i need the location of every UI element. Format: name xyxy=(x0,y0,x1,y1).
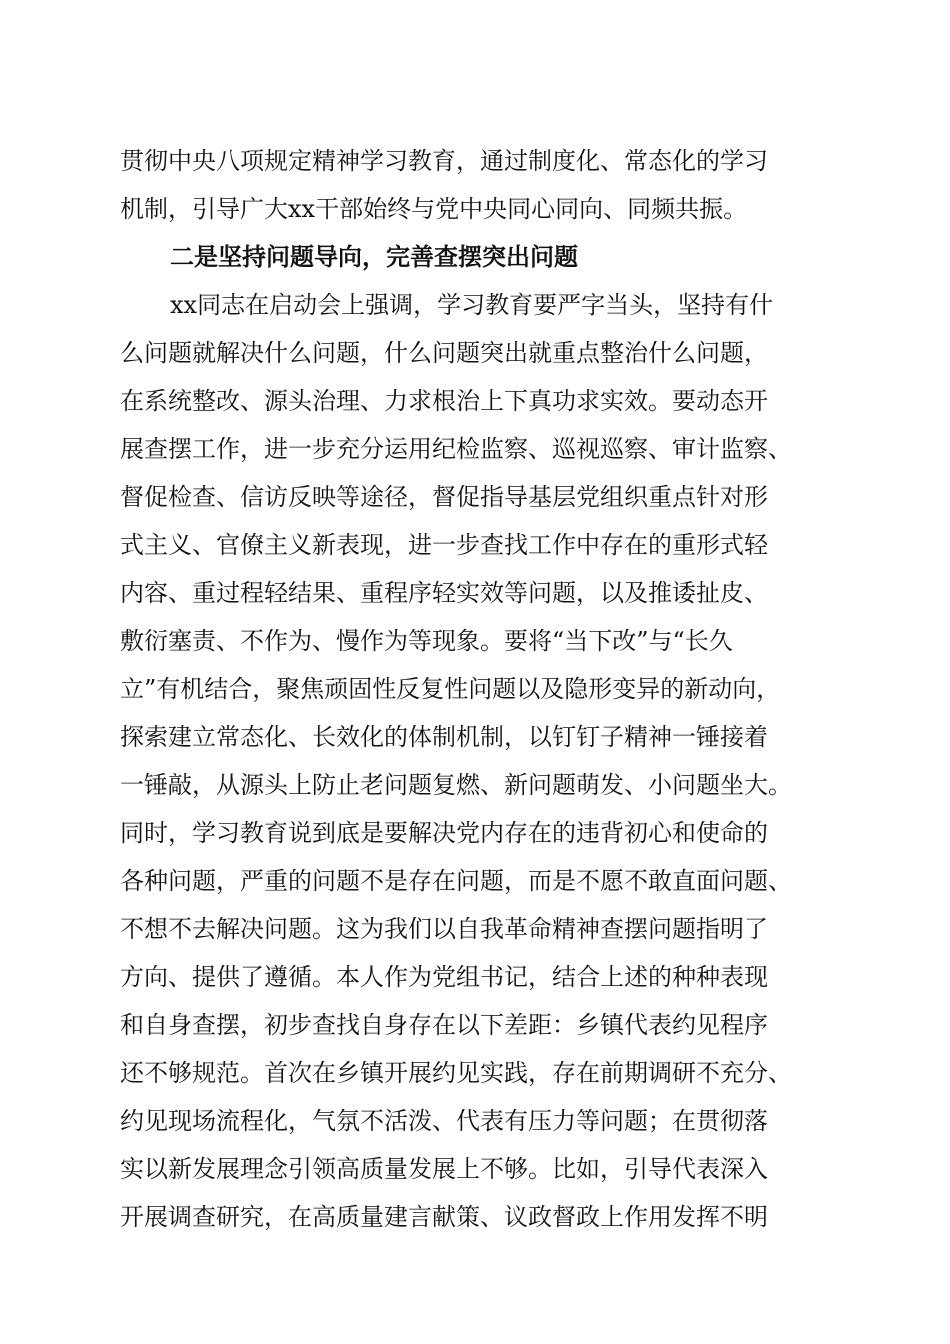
text-line: 机制，引导广大xx干部始终与党中央同心同向、同频共振。 xyxy=(120,195,748,223)
text-line: 和自身查摆，初步查找自身存在以下差距：乡镇代表约见程序 xyxy=(120,1011,768,1039)
text-line: 约见现场流程化，气氛不活泼、代表有压力等问题；在贯彻落 xyxy=(120,1107,768,1135)
text-line: 实以新发展理念引领高质量发展上不够。比如，引导代表深入 xyxy=(120,1155,768,1183)
text-line: 还不够规范。首次在乡镇开展约见实践，存在前期调研不充分、 xyxy=(120,1059,792,1087)
text-line: 展查摆工作，进一步充分运用纪检监察、巡视巡察、审计监察、 xyxy=(120,435,792,463)
section-heading: 二是坚持问题导向，完善查摆突出问题 xyxy=(170,242,578,271)
text-line: 各种问题，严重的问题不是存在问题，而是不愿不敢直面问题、 xyxy=(120,867,792,895)
text-line: 不想不去解决问题。这为我们以自我革命精神查摆问题指明了 xyxy=(120,915,768,943)
text-line: xx同志在启动会上强调，学习教育要严字当头，坚持有什 xyxy=(170,291,774,319)
text-line: 在系统整改、源头治理、力求根治上下真功求实效。要动态开 xyxy=(120,387,768,415)
text-line: 式主义、官僚主义新表现，进一步查找工作中存在的重形式轻 xyxy=(120,531,768,559)
document-body xyxy=(120,137,840,1241)
text-line: 敷衍塞责、不作为、慢作为等现象。要将“当下改”与“长久 xyxy=(120,627,733,655)
text-line: 么问题就解决什么问题，什么问题突出就重点整治什么问题， xyxy=(120,339,768,367)
text-line: 方向、提供了遵循。本人作为党组书记，结合上述的种种表现 xyxy=(120,963,768,991)
paragraph-continuation xyxy=(120,137,840,233)
text-line: 同时，学习教育说到底是要解决党内存在的违背初心和使命的 xyxy=(120,819,768,847)
text-line: 探索建立常态化、长效化的体制机制，以钉钉子精神一锤接着 xyxy=(120,723,768,751)
paragraph-main xyxy=(120,281,840,1241)
text-line: 贯彻中央八项规定精神学习教育，通过制度化、常态化的学习 xyxy=(120,147,768,175)
text-line: 督促检查、信访反映等途径，督促指导基层党组织重点针对形 xyxy=(120,483,768,511)
text-line: 立”有机结合，聚焦顽固性反复性问题以及隐形变异的新动向， xyxy=(120,675,781,703)
text-line: 一锤敲，从源头上防止老问题复燃、新问题萌发、小问题坐大。 xyxy=(120,771,792,799)
text-line: 内容、重过程轻结果、重程序轻实效等问题，以及推诿扯皮、 xyxy=(120,579,768,607)
text-line: 开展调查研究，在高质量建言献策、议政督政上作用发挥不明 xyxy=(120,1203,768,1231)
